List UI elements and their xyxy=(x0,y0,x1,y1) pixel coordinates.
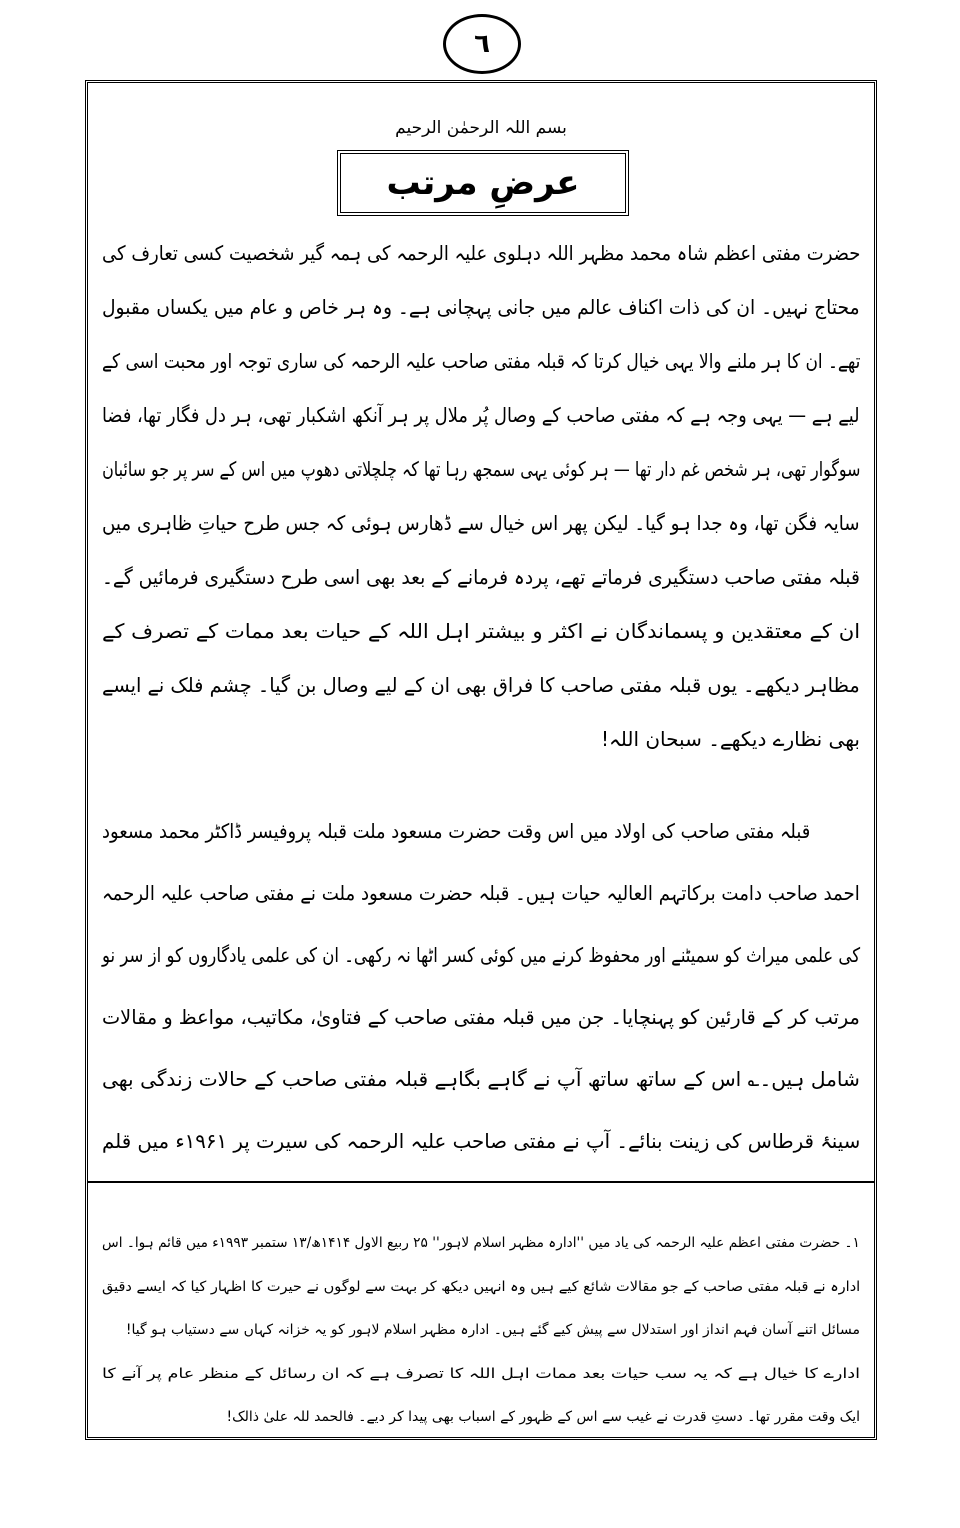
text-line xyxy=(102,395,860,435)
text-line xyxy=(102,665,860,705)
line-text: لیے ہے — یہی وجہ ہے کہ مفتی صاحب کے وصال پُر ملال پر ہر آنکھ اشکبار تھی، ہر دل فگار تھا، فضا xyxy=(102,403,860,427)
line-text: مظاہر دیکھے۔ یوں قبلہ مفتی صاحب کا فراق بھی ان کے لیے وصال بن گیا۔ چشم فلک نے ایسے xyxy=(102,673,860,697)
text-line xyxy=(102,503,860,543)
footnote-line xyxy=(102,1359,860,1389)
line-text: سوگوار تھی، ہر شخص غم دار تھا — ہر کوئی یہی سمجھ رہا تھا کہ چلچلاتی دھوپ میں اس کے سر پر جو سائبان xyxy=(101,457,860,481)
text-line xyxy=(102,1059,860,1099)
line-text: احمد صاحب دامت برکاتہم العالیہ حیات ہیں۔ قبلہ حضرت مسعود ملت نے مفتی صاحب علیہ الرحمہ xyxy=(102,881,860,905)
line-text: محتاج نہیں۔ ان کی ذات اکناف عالم میں جانی پہچانی ہے۔ وہ ہر خاص و عام میں یکساں مقبول xyxy=(102,295,860,319)
line-text: قبلہ مفتی صاحب کی اولاد میں اس وقت حضرت مسعود ملت قبلہ پروفیسر ڈاکٹر محمد مسعود xyxy=(101,819,810,843)
line-text: کی علمی میراث کو سمیٹنے اور محفوظ کرنے میں کوئی کسر اٹھا نہ رکھی۔ ان کی علمی یادگاروں کو از سر نو xyxy=(101,943,860,967)
text-line xyxy=(102,287,860,327)
line-text: تھے۔ ان کا ہر ملنے والا یہی خیال کرتا کہ قبلہ مفتی صاحب علیہ الرحمہ کی ساری توجہ اور محبت اسی کے xyxy=(101,349,860,373)
line-text: ان کے معتقدین و پسماندگان نے اکثر و بیشتر اہل اللہ کے حیات بعد ممات کے تصرف کے xyxy=(101,619,860,643)
line-text: مرتب کر کے قارئین کو پہنچایا۔ جن میں قبلہ مفتی صاحب کے فتاویٰ، مکاتیب، مواعظ و مقالات xyxy=(102,1005,860,1029)
text-line xyxy=(102,233,860,273)
footnote-line xyxy=(102,1272,860,1302)
line-text: ۱۔ حضرت مفتی اعظم علیہ الرحمہ کی یاد میں ''ادارہ مظہر اسلام لاہور'' ۲۵ ربیع الاول ۱۴۱۴ھ/۱۳ ستمبر ۱۹۹۳ء میں قائم ہوا۔ اس xyxy=(102,1235,860,1251)
line-text: مسائل اتنے آسان فہم انداز اور استدلال سے پیش کیے گئے ہیں۔ ادارہ مظہر اسلام لاہور کو یہ خزانہ کہاں سے دستیاب ہو گیا! xyxy=(125,1322,860,1338)
text-line xyxy=(102,611,860,651)
text-line xyxy=(102,557,860,597)
page-frame xyxy=(85,80,877,1440)
line-text: بھی نظارے دیکھے۔ سبحان اللہ! xyxy=(601,727,860,751)
text-line xyxy=(102,449,860,489)
bismillah: بسم اللہ الرحمٰن الرحیم xyxy=(395,118,567,138)
text-line xyxy=(102,811,810,851)
line-text: شامل ہیں۔؎ اس کے ساتھ ساتھ آپ نے گاہے بگاہے قبلہ مفتی صاحب کے حالات زندگی بھی xyxy=(102,1067,860,1091)
footnote-line xyxy=(102,1228,860,1258)
text-line xyxy=(102,1121,860,1161)
line-text: سینۂ قرطاس کی زینت بنائے۔ آپ نے مفتی صاحب علیہ الرحمہ کی سیرت پر ۱۹۶۱ء میں قلم xyxy=(101,1129,860,1153)
footnote-separator xyxy=(88,1181,874,1183)
line-text: ادارہ نے قبلہ مفتی صاحب کے جو مقالات شائع کیے ہیں وہ انہیں دیکھ کر بہت سے لوگوں نے حیرت کا اظہار کیا کہ ایسے دقیق xyxy=(101,1278,860,1295)
line-text: قبلہ مفتی صاحب دستگیری فرماتے تھے، پردہ فرمانے کے بعد بھی اسی طرح دستگیری فرمائیں گے۔ xyxy=(102,565,860,589)
line-text: ادارے کا خیال ہے کہ یہ سب حیات بعد ممات اہل اللہ کا تصرف ہے کہ ان رسائل کے منظر عام پر آنے کا xyxy=(101,1365,860,1382)
page-title: عرضِ مرتب xyxy=(386,163,580,203)
footnote-line xyxy=(102,1402,860,1432)
line-text: سایہ فگن تھا، وہ جدا ہو گیا۔ لیکن پھر اس خیال سے ڈھارس ہوئی کہ جس طرح حیاتِ ظاہری میں xyxy=(102,511,860,535)
footnote-line xyxy=(102,1315,860,1345)
line-text: ایک وقت مقرر تھا۔ دستِ قدرت نے غیب سے اس کے ظہور کے اسباب بھی پیدا کر دیے۔ فالحمد للہ علیٰ ذالک! xyxy=(226,1409,860,1425)
text-line xyxy=(102,935,860,975)
text-line xyxy=(102,997,860,1037)
text-line xyxy=(102,719,860,759)
title-box xyxy=(337,150,629,216)
page-number: ٦ xyxy=(443,14,521,74)
text-line xyxy=(102,873,860,913)
line-text: حضرت مفتی اعظم شاہ محمد مظہر اللہ دہلوی علیہ الرحمہ کی ہمہ گیر شخصیت کسی تعارف کی xyxy=(101,241,860,265)
text-line xyxy=(102,341,860,381)
